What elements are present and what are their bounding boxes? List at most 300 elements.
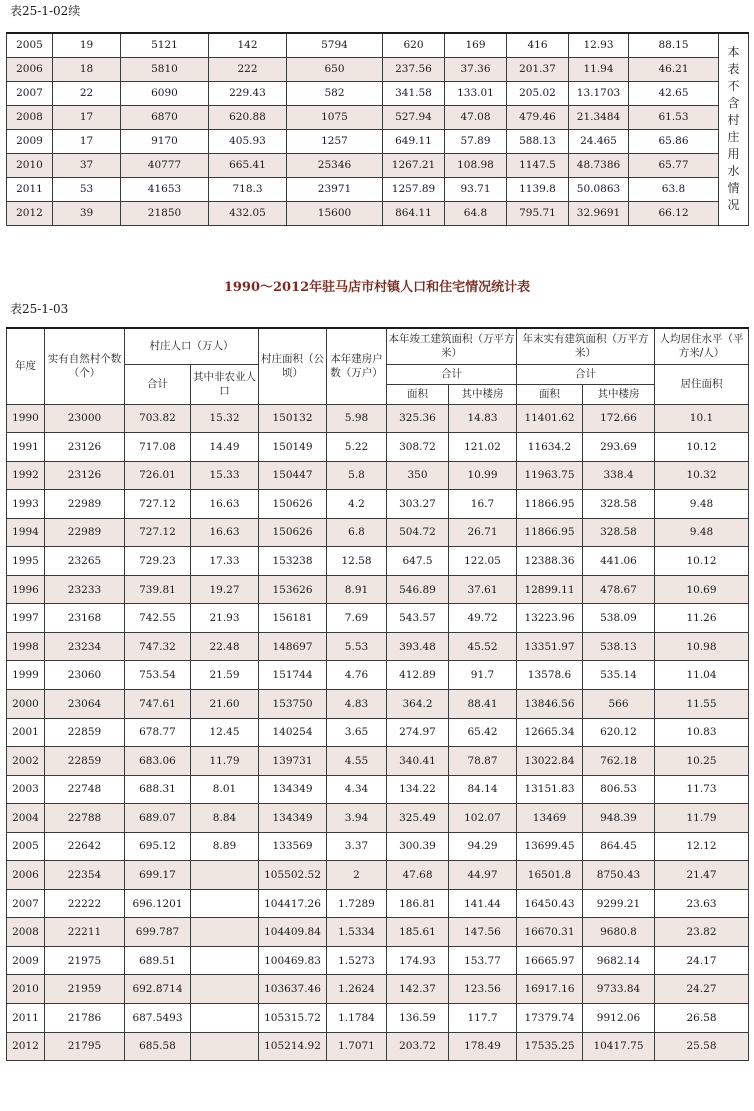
table-cell: 11401.62 — [517, 404, 583, 433]
table-cell: 364.2 — [387, 689, 449, 718]
table-label: 表25-1-03 — [10, 302, 69, 316]
table-cell: 412.89 — [387, 661, 449, 690]
table-cell: 12388.36 — [517, 547, 583, 576]
table-cell: 13022.84 — [517, 747, 583, 776]
table-cell: 308.72 — [387, 433, 449, 462]
table-cell: 78.87 — [449, 747, 517, 776]
table-cell: 121.02 — [449, 433, 517, 462]
table-cell: 5810 — [121, 57, 209, 81]
table-cell: 8750.43 — [583, 861, 655, 890]
table-cell: 393.48 — [387, 632, 449, 661]
table-cell: 2010 — [7, 975, 45, 1004]
table-cell: 727.12 — [125, 490, 191, 519]
table-cell: 203.72 — [387, 1032, 449, 1061]
table-cell: 582 — [287, 81, 383, 105]
table-cell: 13.1703 — [569, 81, 629, 105]
table-row — [7, 975, 749, 1004]
table-cell: 65.86 — [629, 129, 719, 153]
table-cell: 864.45 — [583, 832, 655, 861]
table-cell: 2004 — [7, 804, 45, 833]
table-cell: 2010 — [7, 153, 53, 177]
table-cell: 13699.45 — [517, 832, 583, 861]
table-cell: 753.54 — [125, 661, 191, 690]
table-cell: 1998 — [7, 632, 45, 661]
table-cell: 5121 — [121, 33, 209, 57]
table-cell: 15.33 — [191, 461, 259, 490]
table-row — [7, 105, 749, 129]
table-cell: 2000 — [7, 689, 45, 718]
table-cell: 23971 — [287, 177, 383, 201]
table-row — [7, 689, 749, 718]
table-cell — [191, 889, 259, 918]
header-households: 本年建房户数（万户） — [327, 328, 387, 404]
table-cell — [191, 1032, 259, 1061]
table-cell: 649.11 — [383, 129, 445, 153]
table-cell: 21795 — [45, 1032, 125, 1061]
table-cell: 864.11 — [383, 201, 445, 225]
table-cell: 24.27 — [655, 975, 749, 1004]
table-cell: 4.83 — [327, 689, 387, 718]
table-cell: 17535.25 — [517, 1032, 583, 1061]
table-cell: 727.12 — [125, 518, 191, 547]
table-cell: 151744 — [259, 661, 327, 690]
table-cell: 21975 — [45, 946, 125, 975]
header-year: 年度 — [7, 328, 45, 404]
table-cell: 22354 — [45, 861, 125, 890]
table-cell: 147.56 — [449, 918, 517, 947]
header-per-capita-sub: 居住面积 — [655, 364, 749, 404]
table-cell: 22 — [53, 81, 121, 105]
table-cell: 10.98 — [655, 632, 749, 661]
table-cell: 696.1201 — [125, 889, 191, 918]
table-cell: 2005 — [7, 832, 45, 861]
table-cell: 237.56 — [383, 57, 445, 81]
table-cell: 1267.21 — [383, 153, 445, 177]
table-row — [7, 433, 749, 462]
table-row — [7, 918, 749, 947]
table-cell: 2007 — [7, 889, 45, 918]
table-cell: 37.61 — [449, 575, 517, 604]
table-cell: 762.18 — [583, 747, 655, 776]
table-cell: 10417.75 — [583, 1032, 655, 1061]
table-row — [7, 1032, 749, 1061]
table-cell: 14.49 — [191, 433, 259, 462]
table-cell: 1139.8 — [507, 177, 569, 201]
table-cell: 13578.6 — [517, 661, 583, 690]
table-cell: 23265 — [45, 547, 125, 576]
table-cell: 150626 — [259, 490, 327, 519]
table-cell: 22788 — [45, 804, 125, 833]
table-cell: 133.01 — [445, 81, 507, 105]
table-cell: 8.91 — [327, 575, 387, 604]
table-cell: 1147.5 — [507, 153, 569, 177]
table-cell: 11.94 — [569, 57, 629, 81]
table-cell: 133569 — [259, 832, 327, 861]
table-cell: 9.48 — [655, 518, 749, 547]
table-cell: 678.77 — [125, 718, 191, 747]
table-row — [7, 946, 749, 975]
table-cell: 21786 — [45, 1003, 125, 1032]
table-cell: 1.5334 — [327, 918, 387, 947]
table-cell: 699.17 — [125, 861, 191, 890]
table-cell: 1996 — [7, 575, 45, 604]
table-cell: 18 — [53, 57, 121, 81]
table-cell: 695.12 — [125, 832, 191, 861]
table-cell: 325.36 — [387, 404, 449, 433]
table-body — [7, 404, 749, 1061]
table-cell: 703.82 — [125, 404, 191, 433]
table-cell: 689.51 — [125, 946, 191, 975]
table-cell: 538.13 — [583, 632, 655, 661]
table-cell: 123.56 — [449, 975, 517, 1004]
table-cell: 19.27 — [191, 575, 259, 604]
table-cell — [191, 946, 259, 975]
table-row — [7, 461, 749, 490]
table-cell: 1257.89 — [383, 177, 445, 201]
table-cell: 683.06 — [125, 747, 191, 776]
table-cell: 3.94 — [327, 804, 387, 833]
table-row — [7, 861, 749, 890]
header-completed-area: 面积 — [387, 384, 449, 404]
table-cell: 11634.2 — [517, 433, 583, 462]
table-cell: 153.77 — [449, 946, 517, 975]
table-cell: 5.98 — [327, 404, 387, 433]
table-row — [7, 81, 749, 105]
table-cell: 4.55 — [327, 747, 387, 776]
table-cell: 15600 — [287, 201, 383, 225]
table-cell: 12665.34 — [517, 718, 583, 747]
table-cell: 293.69 — [583, 433, 655, 462]
table-row — [7, 518, 749, 547]
header-existing: 年末实有建筑面积（万平方米） — [517, 328, 655, 364]
table-cell: 10.1 — [655, 404, 749, 433]
table-cell: 63.8 — [629, 177, 719, 201]
table-cell: 150132 — [259, 404, 327, 433]
table-cell: 2012 — [7, 1032, 45, 1061]
table-cell: 100469.83 — [259, 946, 327, 975]
table-cell: 1997 — [7, 604, 45, 633]
table-row — [7, 1003, 749, 1032]
table-cell: 432.05 — [209, 201, 287, 225]
table-cell: 2011 — [7, 177, 53, 201]
table-cell: 23234 — [45, 632, 125, 661]
table-cell: 11.73 — [655, 775, 749, 804]
table-cell: 1994 — [7, 518, 45, 547]
table-cell: 84.14 — [449, 775, 517, 804]
table-cell: 13469 — [517, 804, 583, 833]
table-cell: 9299.21 — [583, 889, 655, 918]
table-cell: 303.27 — [387, 490, 449, 519]
table-cell: 416 — [507, 33, 569, 57]
table-cell: 717.08 — [125, 433, 191, 462]
table-cell: 718.3 — [209, 177, 287, 201]
table-cell: 21.47 — [655, 861, 749, 890]
table-cell: 11866.95 — [517, 518, 583, 547]
table-cell: 13223.96 — [517, 604, 583, 633]
table-cell: 65.77 — [629, 153, 719, 177]
table-cell: 341.58 — [383, 81, 445, 105]
table-cell: 41653 — [121, 177, 209, 201]
table-cell: 620.88 — [209, 105, 287, 129]
table-cell: 620.12 — [583, 718, 655, 747]
table-row — [7, 747, 749, 776]
header-pop-total: 合计 — [125, 364, 191, 404]
table-cell: 136.59 — [387, 1003, 449, 1032]
table-cell: 546.89 — [387, 575, 449, 604]
table-cell: 37 — [53, 153, 121, 177]
table-cell: 22989 — [45, 490, 125, 519]
table-cell: 3.65 — [327, 718, 387, 747]
table-cell: 5.8 — [327, 461, 387, 490]
table-cell: 742.55 — [125, 604, 191, 633]
water-statistics-table-continued — [6, 32, 749, 226]
header-villages: 实有自然村个数（个） — [45, 328, 125, 404]
table-row — [7, 57, 749, 81]
table-row — [7, 718, 749, 747]
table-cell: 21.93 — [191, 604, 259, 633]
table-cell: 10.99 — [449, 461, 517, 490]
table-cell: 105214.92 — [259, 1032, 327, 1061]
table-cell: 21.59 — [191, 661, 259, 690]
table-cell: 10.69 — [655, 575, 749, 604]
table-cell: 685.58 — [125, 1032, 191, 1061]
table-cell: 588.13 — [507, 129, 569, 153]
table-cell: 2003 — [7, 775, 45, 804]
table-cell: 32.9691 — [569, 201, 629, 225]
table-cell: 48.7386 — [569, 153, 629, 177]
table-cell: 94.29 — [449, 832, 517, 861]
table-cell: 46.21 — [629, 57, 719, 81]
table-cell: 17379.74 — [517, 1003, 583, 1032]
table-cell: 726.01 — [125, 461, 191, 490]
table-cell: 1257 — [287, 129, 383, 153]
table-cell: 16.63 — [191, 490, 259, 519]
table-cell: 8.89 — [191, 832, 259, 861]
table-cell — [191, 918, 259, 947]
table-cell: 26.58 — [655, 1003, 749, 1032]
table-cell: 2001 — [7, 718, 45, 747]
table-cell: 739.81 — [125, 575, 191, 604]
table-cell: 88.41 — [449, 689, 517, 718]
table-cell: 4.34 — [327, 775, 387, 804]
table-cell: 1.2624 — [327, 975, 387, 1004]
table-cell: 15.32 — [191, 404, 259, 433]
table-cell: 23000 — [45, 404, 125, 433]
table-cell: 21959 — [45, 975, 125, 1004]
table-cell: 729.23 — [125, 547, 191, 576]
table-cell: 1993 — [7, 490, 45, 519]
table-cell: 1.7289 — [327, 889, 387, 918]
table-cell: 747.32 — [125, 632, 191, 661]
table-cell: 5794 — [287, 33, 383, 57]
table-cell: 13151.83 — [517, 775, 583, 804]
table-cell: 4.76 — [327, 661, 387, 690]
table-cell: 24.17 — [655, 946, 749, 975]
table-cell: 17.33 — [191, 547, 259, 576]
table-cell: 156181 — [259, 604, 327, 633]
table-cell: 11.26 — [655, 604, 749, 633]
table-cell: 47.68 — [387, 861, 449, 890]
table-cell: 141.44 — [449, 889, 517, 918]
table-cell: 2007 — [7, 81, 53, 105]
table-cell: 3.37 — [327, 832, 387, 861]
table-row — [7, 832, 749, 861]
table-cell: 10.32 — [655, 461, 749, 490]
table-cell: 142 — [209, 33, 287, 57]
table-cell: 325.49 — [387, 804, 449, 833]
table-cell: 11.55 — [655, 689, 749, 718]
note-text: 本表不含村庄用水情况 — [727, 45, 740, 213]
table-row — [7, 604, 749, 633]
table-cell: 23060 — [45, 661, 125, 690]
table-cell: 105502.52 — [259, 861, 327, 890]
table-cell: 49.72 — [449, 604, 517, 633]
table-cell: 22859 — [45, 718, 125, 747]
table-cell: 172.66 — [583, 404, 655, 433]
table-row — [7, 490, 749, 519]
table-cell: 16501.8 — [517, 861, 583, 890]
header-pop-nonagri: 其中非农业人口 — [191, 364, 259, 404]
table-cell: 11866.95 — [517, 490, 583, 519]
table-cell: 2 — [327, 861, 387, 890]
table-cell: 12.12 — [655, 832, 749, 861]
table-row — [7, 632, 749, 661]
table-cell: 11.79 — [191, 747, 259, 776]
table-cell: 10.25 — [655, 747, 749, 776]
table-cell: 22642 — [45, 832, 125, 861]
table-cell: 16670.31 — [517, 918, 583, 947]
table-cell: 795.71 — [507, 201, 569, 225]
table-cell: 6.8 — [327, 518, 387, 547]
table-cell: 689.07 — [125, 804, 191, 833]
table-cell: 12.93 — [569, 33, 629, 57]
table-row — [7, 404, 749, 433]
table-cell: 2009 — [7, 129, 53, 153]
table-cell: 5.22 — [327, 433, 387, 462]
table-cell: 66.12 — [629, 201, 719, 225]
table-cell: 650 — [287, 57, 383, 81]
table-cell: 148697 — [259, 632, 327, 661]
table-cell: 108.98 — [445, 153, 507, 177]
table-cell: 21850 — [121, 201, 209, 225]
table-cell: 39 — [53, 201, 121, 225]
table-cell: 24.465 — [569, 129, 629, 153]
table-row — [7, 177, 749, 201]
table-cell: 44.97 — [449, 861, 517, 890]
table-cell: 5.53 — [327, 632, 387, 661]
table-cell: 11.79 — [655, 804, 749, 833]
table-cell: 11.04 — [655, 661, 749, 690]
table-cell: 806.53 — [583, 775, 655, 804]
table-cell: 9912.06 — [583, 1003, 655, 1032]
table-cell: 747.61 — [125, 689, 191, 718]
table-cell: 169 — [445, 33, 507, 57]
table-cell: 274.97 — [387, 718, 449, 747]
table-cell: 16.7 — [449, 490, 517, 519]
table-cell: 40777 — [121, 153, 209, 177]
header-existing-total: 合计 — [517, 364, 655, 384]
table-row — [7, 153, 749, 177]
table-cell: 538.09 — [583, 604, 655, 633]
table-row — [7, 804, 749, 833]
table-cell: 566 — [583, 689, 655, 718]
table-cell: 23233 — [45, 575, 125, 604]
header-completed: 本年竣工建筑面积（万平方米） — [387, 328, 517, 364]
table-cell: 13846.56 — [517, 689, 583, 718]
table-cell: 21.60 — [191, 689, 259, 718]
table-cell: 8.84 — [191, 804, 259, 833]
table-cell: 10.12 — [655, 433, 749, 462]
table-cell: 201.37 — [507, 57, 569, 81]
table-cell: 2006 — [7, 861, 45, 890]
table-row — [7, 547, 749, 576]
table-cell: 65.42 — [449, 718, 517, 747]
table-cell: 50.0863 — [569, 177, 629, 201]
table-cell: 1992 — [7, 461, 45, 490]
table-cell: 620 — [383, 33, 445, 57]
table-cell: 1.1784 — [327, 1003, 387, 1032]
table-cell: 45.52 — [449, 632, 517, 661]
table-cell: 104409.84 — [259, 918, 327, 947]
village-population-housing-table — [6, 327, 749, 1061]
table-cell: 153626 — [259, 575, 327, 604]
table-cell: 2005 — [7, 33, 53, 57]
table-cell: 441.06 — [583, 547, 655, 576]
table-cell — [191, 861, 259, 890]
table-cell: 142.37 — [387, 975, 449, 1004]
table-cell: 2006 — [7, 57, 53, 81]
table-cell: 57.89 — [445, 129, 507, 153]
table-cell: 16917.16 — [517, 975, 583, 1004]
table-cell: 948.39 — [583, 804, 655, 833]
table-cell: 25.58 — [655, 1032, 749, 1061]
header-area: 村庄面积（公顷） — [259, 328, 327, 404]
table-cell: 350 — [387, 461, 449, 490]
table-cell: 543.57 — [387, 604, 449, 633]
table-cell — [191, 975, 259, 1004]
table-cell: 102.07 — [449, 804, 517, 833]
table-cell: 12.58 — [327, 547, 387, 576]
table-cell: 22989 — [45, 518, 125, 547]
table-cell: 1075 — [287, 105, 383, 129]
header-completed-bldg: 其中楼房 — [449, 384, 517, 404]
table-cell: 2002 — [7, 747, 45, 776]
header-existing-area: 面积 — [517, 384, 583, 404]
header-completed-total: 合计 — [387, 364, 517, 384]
table-cell: 16.63 — [191, 518, 259, 547]
table-cell: 23126 — [45, 461, 125, 490]
table-cell: 10.83 — [655, 718, 749, 747]
table-cell: 134.22 — [387, 775, 449, 804]
table-cell: 47.08 — [445, 105, 507, 129]
table-cell: 6870 — [121, 105, 209, 129]
header-population: 村庄人口（万人） — [125, 328, 259, 364]
table-cell: 21.3484 — [569, 105, 629, 129]
table-cell: 25346 — [287, 153, 383, 177]
table-cell: 9682.14 — [583, 946, 655, 975]
table-cell: 23064 — [45, 689, 125, 718]
table-cell: 174.93 — [387, 946, 449, 975]
table-row — [7, 201, 749, 225]
table-cell: 8.01 — [191, 775, 259, 804]
table-cell: 16665.97 — [517, 946, 583, 975]
table-cell: 665.41 — [209, 153, 287, 177]
table-cell: 687.5493 — [125, 1003, 191, 1032]
table-cell: 153750 — [259, 689, 327, 718]
table-row — [7, 775, 749, 804]
table-cell: 328.58 — [583, 490, 655, 519]
table-cell: 22.48 — [191, 632, 259, 661]
